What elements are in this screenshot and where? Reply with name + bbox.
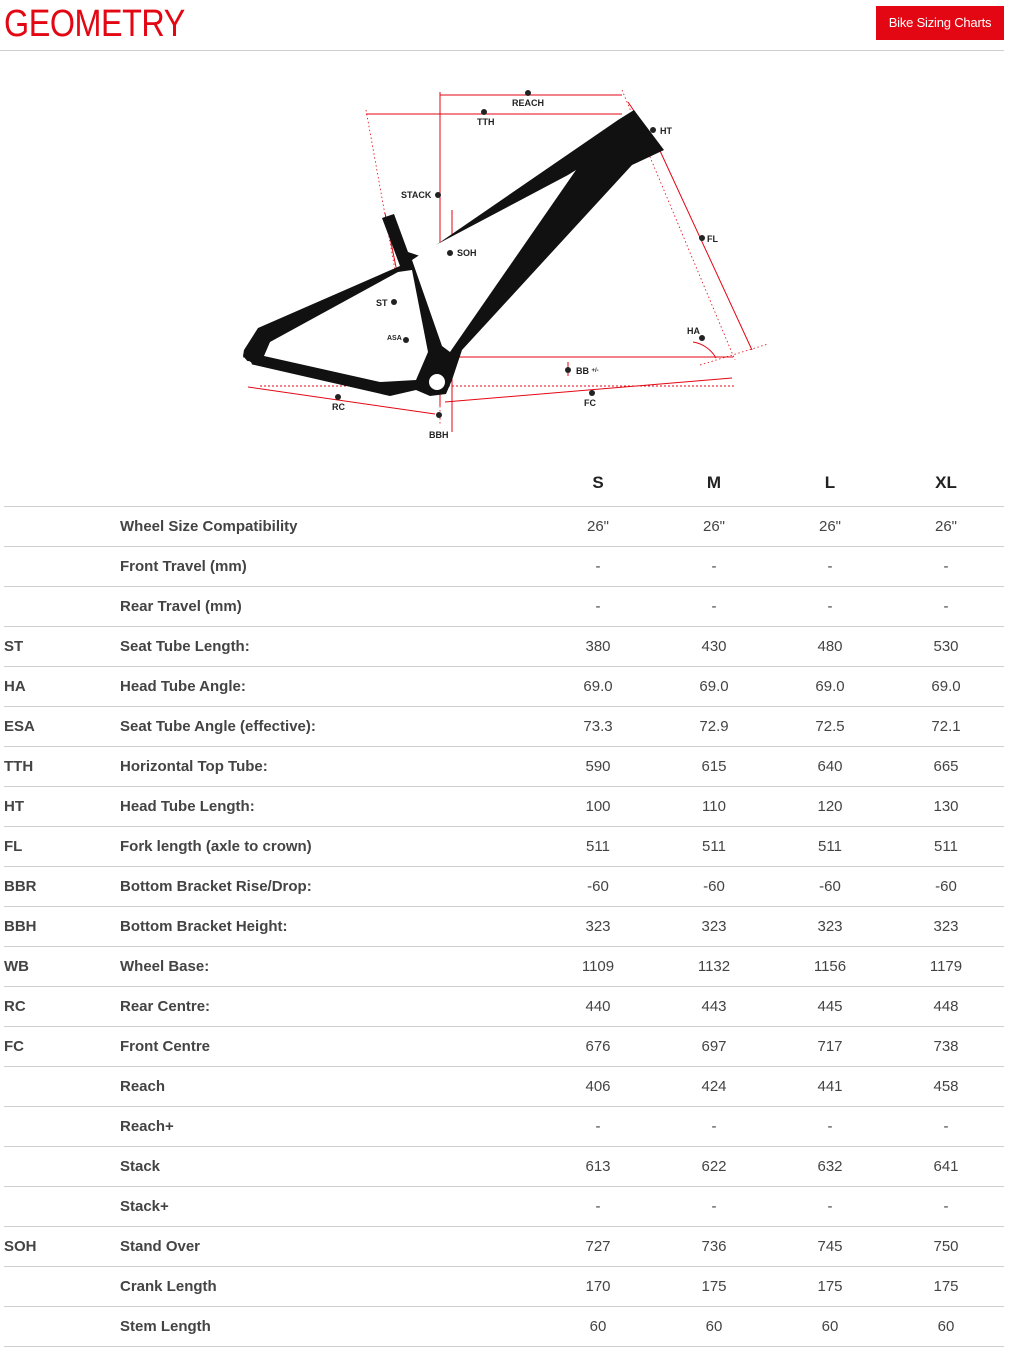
label-reach: REACH bbox=[512, 98, 545, 108]
row-value-s: 406 bbox=[540, 1067, 656, 1107]
row-value-l: 511 bbox=[772, 827, 888, 867]
table-row bbox=[4, 707, 1004, 747]
row-value-xl: 738 bbox=[888, 1027, 1004, 1067]
row-abbreviation bbox=[4, 587, 120, 627]
row-abbreviation: WB bbox=[4, 947, 120, 987]
row-value-l: 1156 bbox=[772, 947, 888, 987]
label-asa: ASA bbox=[387, 335, 402, 342]
row-value-l: - bbox=[772, 547, 888, 587]
table-row bbox=[4, 507, 1004, 547]
row-value-l: 120 bbox=[772, 787, 888, 827]
row-value-l: 60 bbox=[772, 1307, 888, 1347]
row-value-m: -60 bbox=[656, 867, 772, 907]
row-value-s: - bbox=[540, 1187, 656, 1227]
row-value-m: 72.9 bbox=[656, 707, 772, 747]
size-header-xl: XL bbox=[888, 460, 1004, 507]
row-value-s: 170 bbox=[540, 1267, 656, 1307]
row-label: Bottom Bracket Rise/Drop: bbox=[120, 867, 540, 907]
table-row bbox=[4, 827, 1004, 867]
row-value-s: 511 bbox=[540, 827, 656, 867]
row-value-xl: - bbox=[888, 587, 1004, 627]
row-value-xl: 72.1 bbox=[888, 707, 1004, 747]
row-value-m: 424 bbox=[656, 1067, 772, 1107]
row-value-xl: 511 bbox=[888, 827, 1004, 867]
fork-length-line bbox=[655, 140, 752, 350]
header-empty-label bbox=[120, 460, 540, 507]
row-label: Bottom Bracket Height: bbox=[120, 907, 540, 947]
table-row bbox=[4, 1187, 1004, 1227]
row-value-xl: 458 bbox=[888, 1067, 1004, 1107]
row-value-s: 1109 bbox=[540, 947, 656, 987]
row-value-s: 323 bbox=[540, 907, 656, 947]
row-value-s: 613 bbox=[540, 1147, 656, 1187]
row-abbreviation bbox=[4, 1267, 120, 1307]
row-value-m: 26" bbox=[656, 507, 772, 547]
row-value-xl: - bbox=[888, 1187, 1004, 1227]
table-row bbox=[4, 907, 1004, 947]
row-abbreviation: BBH bbox=[4, 907, 120, 947]
row-value-l: 72.5 bbox=[772, 707, 888, 747]
row-abbreviation: HA bbox=[4, 667, 120, 707]
head-angle-arc bbox=[693, 342, 716, 358]
row-abbreviation bbox=[4, 1147, 120, 1187]
label-fc: FC bbox=[584, 398, 596, 408]
table-row bbox=[4, 1147, 1004, 1187]
row-value-s: 69.0 bbox=[540, 667, 656, 707]
row-value-l: -60 bbox=[772, 867, 888, 907]
row-abbreviation: RC bbox=[4, 987, 120, 1027]
row-abbreviation: ST bbox=[4, 627, 120, 667]
row-label: Stand Over bbox=[120, 1227, 540, 1267]
row-abbreviation: ESA bbox=[4, 707, 120, 747]
row-value-xl: 641 bbox=[888, 1147, 1004, 1187]
table-row bbox=[4, 627, 1004, 667]
row-value-m: 443 bbox=[656, 987, 772, 1027]
label-ht: HT bbox=[660, 126, 672, 136]
row-value-m: 511 bbox=[656, 827, 772, 867]
row-abbreviation: HT bbox=[4, 787, 120, 827]
row-value-s: 60 bbox=[540, 1307, 656, 1347]
row-value-m: 323 bbox=[656, 907, 772, 947]
row-value-l: 175 bbox=[772, 1267, 888, 1307]
geometry-table-body bbox=[4, 507, 1004, 1347]
row-label: Reach bbox=[120, 1067, 540, 1107]
row-value-s: -60 bbox=[540, 867, 656, 907]
bike-sizing-charts-button[interactable]: Bike Sizing Charts bbox=[876, 6, 1004, 40]
geometry-table bbox=[4, 460, 1004, 1347]
row-value-l: 480 bbox=[772, 627, 888, 667]
size-header-m: M bbox=[656, 460, 772, 507]
row-value-m: - bbox=[656, 587, 772, 627]
label-bb: BB +/- bbox=[576, 366, 599, 376]
row-abbreviation: TTH bbox=[4, 747, 120, 787]
table-row bbox=[4, 787, 1004, 827]
label-ha: HA bbox=[687, 326, 700, 336]
table-row bbox=[4, 667, 1004, 707]
row-value-xl: 69.0 bbox=[888, 667, 1004, 707]
row-value-l: 445 bbox=[772, 987, 888, 1027]
table-row bbox=[4, 587, 1004, 627]
row-value-s: - bbox=[540, 587, 656, 627]
row-value-m: - bbox=[656, 1107, 772, 1147]
row-value-l: - bbox=[772, 587, 888, 627]
row-value-xl: 448 bbox=[888, 987, 1004, 1027]
row-label: Seat Tube Length: bbox=[120, 627, 540, 667]
row-value-s: - bbox=[540, 547, 656, 587]
row-abbreviation: BBR bbox=[4, 867, 120, 907]
row-value-xl: -60 bbox=[888, 867, 1004, 907]
row-label: Front Travel (mm) bbox=[120, 547, 540, 587]
row-value-s: 727 bbox=[540, 1227, 656, 1267]
table-row bbox=[4, 1027, 1004, 1067]
row-value-xl: - bbox=[888, 1107, 1004, 1147]
row-label: Seat Tube Angle (effective): bbox=[120, 707, 540, 747]
row-label: Front Centre bbox=[120, 1027, 540, 1067]
row-abbreviation: SOH bbox=[4, 1227, 120, 1267]
frame-cutouts bbox=[244, 170, 576, 391]
row-abbreviation bbox=[4, 507, 120, 547]
row-label: Crank Length bbox=[120, 1267, 540, 1307]
row-label: Fork length (axle to crown) bbox=[120, 827, 540, 867]
row-value-xl: - bbox=[888, 547, 1004, 587]
row-label: Reach+ bbox=[120, 1107, 540, 1147]
row-value-s: 26" bbox=[540, 507, 656, 547]
row-value-xl: 530 bbox=[888, 627, 1004, 667]
size-header-row bbox=[4, 460, 1004, 507]
row-value-m: 697 bbox=[656, 1027, 772, 1067]
table-row bbox=[4, 1267, 1004, 1307]
row-abbreviation: FL bbox=[4, 827, 120, 867]
table-row bbox=[4, 1227, 1004, 1267]
row-abbreviation: FC bbox=[4, 1027, 120, 1067]
header-empty-abbr bbox=[4, 460, 120, 507]
row-value-s: 590 bbox=[540, 747, 656, 787]
rear-dropout bbox=[244, 361, 252, 369]
row-value-m: 622 bbox=[656, 1147, 772, 1187]
row-value-s: 440 bbox=[540, 987, 656, 1027]
row-label: Stack bbox=[120, 1147, 540, 1187]
row-value-l: 441 bbox=[772, 1067, 888, 1107]
row-label: Rear Travel (mm) bbox=[120, 587, 540, 627]
row-label: Head Tube Angle: bbox=[120, 667, 540, 707]
size-header-l: L bbox=[772, 460, 888, 507]
ground-dash bbox=[700, 344, 768, 365]
row-value-xl: 665 bbox=[888, 747, 1004, 787]
row-value-xl: 26" bbox=[888, 507, 1004, 547]
row-abbreviation bbox=[4, 1307, 120, 1347]
row-abbreviation bbox=[4, 547, 120, 587]
row-abbreviation bbox=[4, 1187, 120, 1227]
row-value-xl: 323 bbox=[888, 907, 1004, 947]
row-label: Rear Centre: bbox=[120, 987, 540, 1027]
row-value-m: 110 bbox=[656, 787, 772, 827]
row-value-l: 69.0 bbox=[772, 667, 888, 707]
label-stack: STACK bbox=[401, 190, 432, 200]
row-value-s: - bbox=[540, 1107, 656, 1147]
label-bbh: BBH bbox=[429, 430, 449, 440]
row-value-m: 615 bbox=[656, 747, 772, 787]
label-soh: SOH bbox=[457, 248, 477, 258]
row-abbreviation bbox=[4, 1067, 120, 1107]
row-label: Wheel Size Compatibility bbox=[120, 507, 540, 547]
table-row bbox=[4, 547, 1004, 587]
row-value-xl: 1179 bbox=[888, 947, 1004, 987]
row-value-m: - bbox=[656, 547, 772, 587]
row-value-l: - bbox=[772, 1187, 888, 1227]
table-row bbox=[4, 1307, 1004, 1347]
row-label: Horizontal Top Tube: bbox=[120, 747, 540, 787]
row-label: Head Tube Length: bbox=[120, 787, 540, 827]
row-value-m: 736 bbox=[656, 1227, 772, 1267]
table-row bbox=[4, 867, 1004, 907]
size-header-s: S bbox=[540, 460, 656, 507]
row-value-m: 430 bbox=[656, 627, 772, 667]
row-label: Stem Length bbox=[120, 1307, 540, 1347]
row-value-l: 26" bbox=[772, 507, 888, 547]
label-rc: RC bbox=[332, 402, 345, 412]
row-value-xl: 60 bbox=[888, 1307, 1004, 1347]
row-value-m: 60 bbox=[656, 1307, 772, 1347]
frame-geometry-diagram bbox=[230, 80, 790, 450]
row-value-l: 632 bbox=[772, 1147, 888, 1187]
table-row bbox=[4, 747, 1004, 787]
page-title: GEOMETRY bbox=[4, 3, 185, 45]
table-row bbox=[4, 987, 1004, 1027]
page-header bbox=[0, 0, 1004, 51]
row-value-l: 717 bbox=[772, 1027, 888, 1067]
row-value-l: 323 bbox=[772, 907, 888, 947]
row-value-m: 175 bbox=[656, 1267, 772, 1307]
row-value-m: - bbox=[656, 1187, 772, 1227]
label-fl: FL bbox=[707, 234, 718, 244]
table-row bbox=[4, 1107, 1004, 1147]
row-value-m: 69.0 bbox=[656, 667, 772, 707]
row-value-l: 640 bbox=[772, 747, 888, 787]
row-label: Stack+ bbox=[120, 1187, 540, 1227]
label-tth: TTH bbox=[477, 117, 495, 127]
row-value-m: 1132 bbox=[656, 947, 772, 987]
row-value-s: 380 bbox=[540, 627, 656, 667]
row-value-l: - bbox=[772, 1107, 888, 1147]
table-row bbox=[4, 947, 1004, 987]
row-value-xl: 130 bbox=[888, 787, 1004, 827]
label-st: ST bbox=[376, 298, 388, 308]
table-row bbox=[4, 1067, 1004, 1107]
row-value-xl: 750 bbox=[888, 1227, 1004, 1267]
row-value-s: 676 bbox=[540, 1027, 656, 1067]
row-value-s: 73.3 bbox=[540, 707, 656, 747]
row-value-s: 100 bbox=[540, 787, 656, 827]
row-value-xl: 175 bbox=[888, 1267, 1004, 1307]
row-label: Wheel Base: bbox=[120, 947, 540, 987]
row-value-l: 745 bbox=[772, 1227, 888, 1267]
row-abbreviation bbox=[4, 1107, 120, 1147]
